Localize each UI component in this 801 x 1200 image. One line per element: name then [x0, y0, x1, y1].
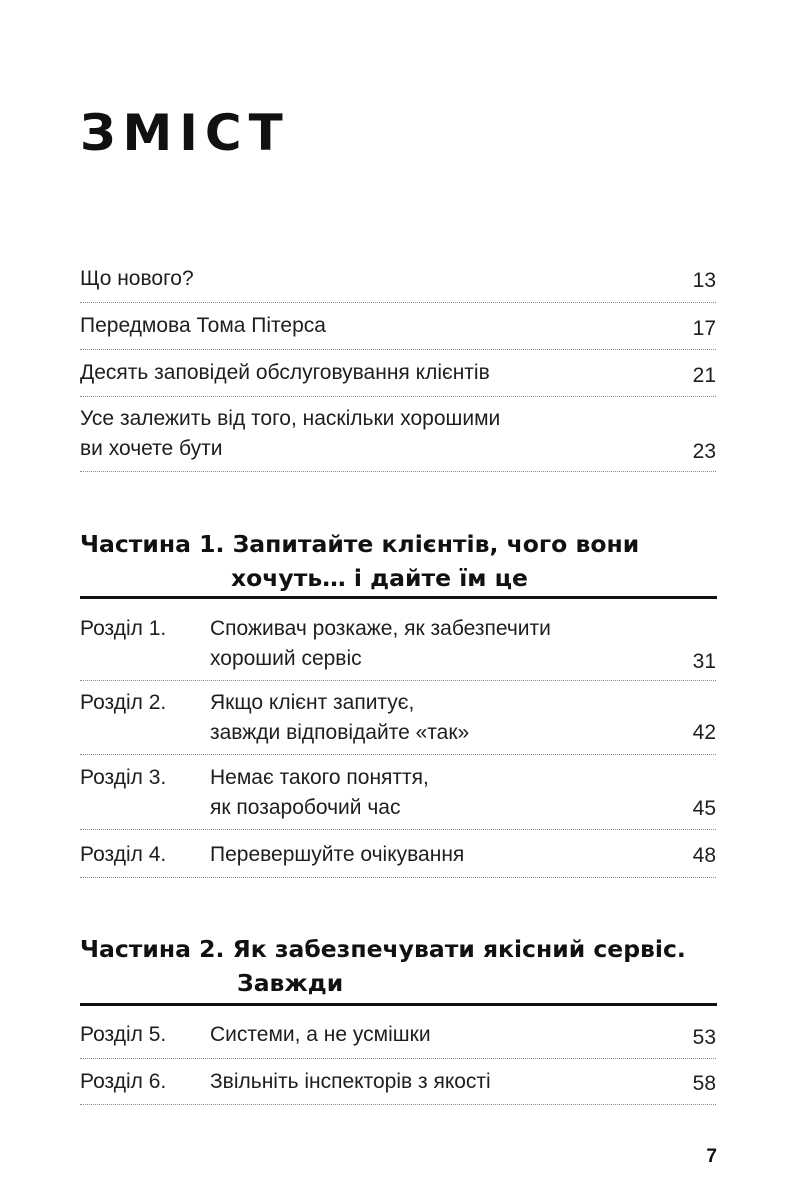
chapter-label: Розділ 4. — [80, 843, 167, 866]
chapter-title-line2: хороший сервіс — [210, 647, 362, 670]
chapter-title-line1: Системи, а не усмішки — [210, 1023, 431, 1046]
toc-chapter — [80, 688, 716, 748]
dotted-divider — [80, 349, 716, 350]
toc-entry-title-line1: Усе залежить від того, наскільки хорошими — [80, 407, 501, 430]
chapter-page: 53 — [692, 1026, 716, 1049]
dotted-divider — [80, 1058, 716, 1059]
toc-entry-title: Десять заповідей обслуговування клієнтів — [80, 361, 490, 384]
chapter-title — [210, 688, 650, 748]
chapter-label: Розділ 1. — [80, 617, 167, 640]
chapter-page: 31 — [692, 650, 716, 673]
chapter-page: 58 — [692, 1072, 716, 1095]
part-heading-line2: Завжди — [237, 969, 344, 997]
toc-entry — [80, 358, 716, 388]
toc-chapter — [80, 1067, 716, 1097]
chapter-title — [210, 1020, 650, 1050]
toc-chapter — [80, 1020, 716, 1050]
toc-entry-title: Що нового? — [80, 267, 194, 290]
dotted-divider — [80, 754, 716, 755]
chapter-title-line2: як позаробочий час — [210, 796, 401, 819]
part-heading-line1: Частина 2. Як забезпечувати якісний сервіс. — [80, 935, 686, 963]
toc-entry — [80, 404, 716, 464]
toc-entry-page: 23 — [692, 440, 716, 463]
part-rule — [80, 596, 717, 599]
chapter-title-line2: завжди відповідайте «так» — [210, 721, 470, 744]
part-heading — [80, 932, 720, 1000]
chapter-label: Розділ 2. — [80, 691, 167, 714]
chapter-title — [210, 1067, 650, 1097]
page-number: 7 — [706, 1146, 717, 1167]
chapter-label: Розділ 5. — [80, 1023, 167, 1046]
dotted-divider — [80, 1104, 716, 1105]
chapter-title — [210, 840, 650, 870]
chapter-title — [210, 614, 650, 674]
chapter-title-line1: Споживач розкаже, як забезпечити — [210, 617, 551, 640]
chapter-label: Розділ 6. — [80, 1070, 167, 1093]
dotted-divider — [80, 680, 716, 681]
page-title: ЗМІСТ — [80, 104, 290, 162]
dotted-divider — [80, 471, 716, 472]
toc-chapter — [80, 614, 716, 674]
chapter-page: 45 — [692, 797, 716, 820]
chapter-title-line1: Звільніть інспекторів з якості — [210, 1070, 491, 1093]
chapter-title-line1: Немає такого поняття, — [210, 766, 429, 789]
dotted-divider — [80, 877, 716, 878]
toc-entry-title: Передмова Тома Пітерса — [80, 314, 326, 337]
dotted-divider — [80, 302, 716, 303]
toc-entry-page: 13 — [692, 269, 716, 292]
chapter-page: 42 — [692, 721, 716, 744]
chapter-title — [210, 763, 650, 823]
toc-entry-page: 21 — [692, 364, 716, 387]
toc-entry — [80, 311, 716, 341]
toc-entry-title-line2: ви хочете бути — [80, 437, 223, 460]
part-heading-line2: хочуть… і дайте їм це — [231, 564, 528, 592]
chapter-label: Розділ 3. — [80, 766, 167, 789]
part-heading-line1: Частина 1. Запитайте клієнтів, чого вони — [80, 530, 640, 558]
chapter-title-line1: Якщо клієнт запитує, — [210, 691, 415, 714]
toc-entry — [80, 264, 716, 294]
toc-chapter — [80, 763, 716, 823]
toc-entry-page: 17 — [692, 317, 716, 340]
dotted-divider — [80, 829, 716, 830]
chapter-title-line1: Перевершуйте очікування — [210, 843, 465, 866]
toc-chapter — [80, 840, 716, 870]
part-heading — [80, 527, 720, 595]
chapter-page: 48 — [692, 844, 716, 867]
dotted-divider — [80, 396, 716, 397]
part-rule — [80, 1003, 717, 1006]
